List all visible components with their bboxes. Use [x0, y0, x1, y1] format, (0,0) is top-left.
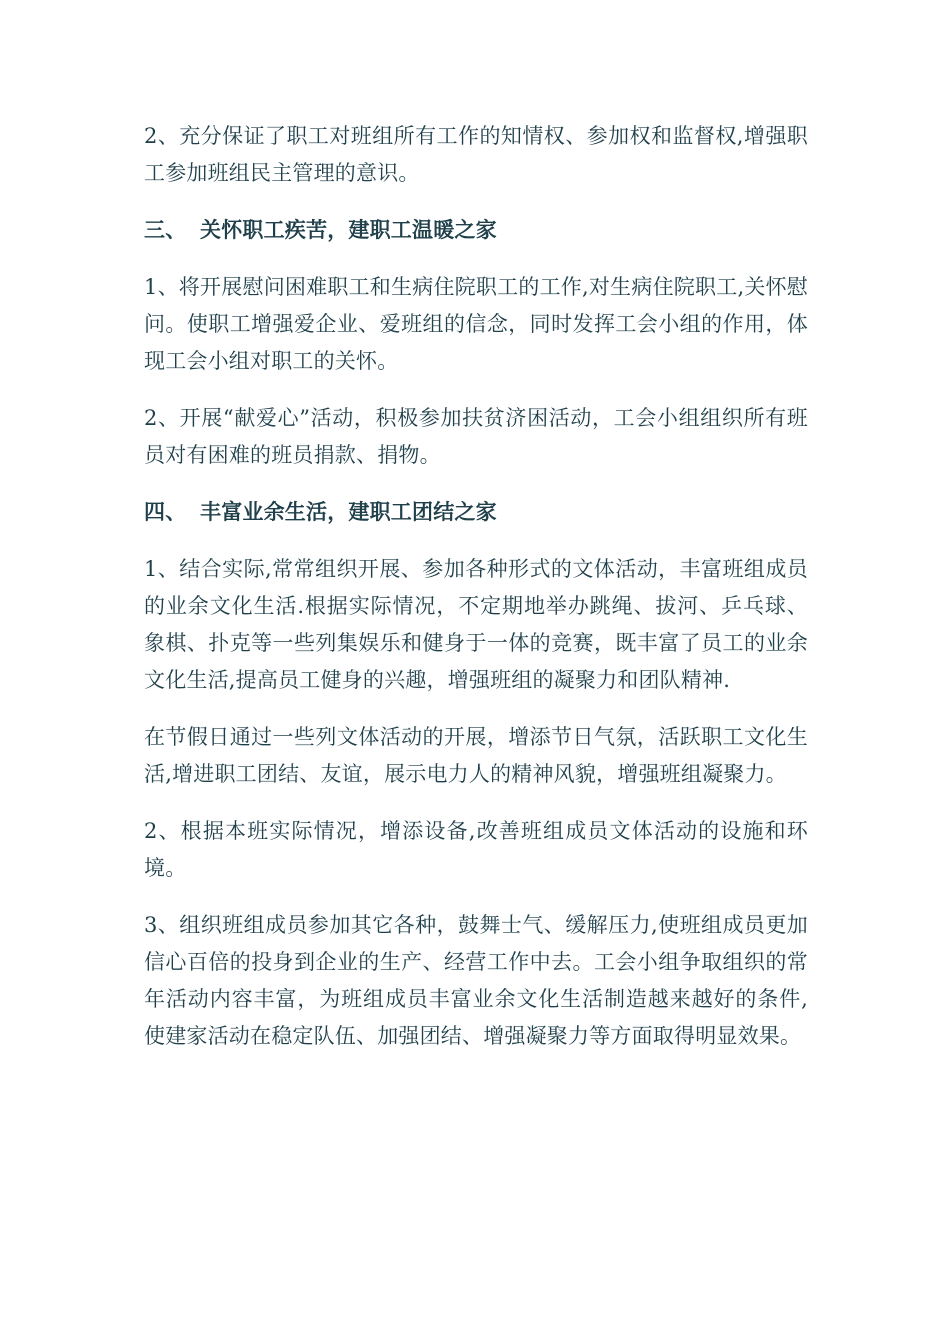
paragraph-3-morale: 3、组织班组成员参加其它各种，鼓舞士气、缓解压力,使班组成员更加信心百倍的投身到企业的生产、经营工作中去。工会小组争取组织的常年活动内容丰富，为班组成员丰富业余文化生活制造越来越好的条件,使建家活动在稳定队伍、加强团结、增强凝聚力等方面取得明显效果。 — [144, 913, 808, 1048]
paragraph-1-cultural-activities: 1、结合实际,常常组织开展、参加各种形式的文体活动，丰富班组成员的业余文化生活.根据实际情况，不定期地举办跳绳、拔河、乒乓球、象棋、扑克等一些列集娱乐和健身于一体的竞赛，既丰富了员工的业余文化生活,提高员工健身的兴趣，增强班组的凝聚力和团队精神. — [144, 557, 808, 692]
section-number: 三、 — [144, 218, 187, 242]
paragraph-2-right-to-know: 2、充分保证了职工对班组所有工作的知情权、参加权和监督权,增强职工参加班组民主管理的意识。 — [144, 124, 808, 185]
section-heading-4 — [144, 494, 808, 531]
section-title: 关怀职工疾苦，建职工温暖之家 — [200, 218, 497, 242]
paragraph-1-condolence: 1、将开展慰问困难职工和生病住院职工的工作,对生病住院职工,关怀慰问。使职工增强爱企业、爱班组的信念，同时发挥工会小组的作用，体现工会小组对职工的关怀。 — [144, 275, 808, 373]
section-title: 丰富业余生活，建职工团结之家 — [200, 500, 497, 524]
paragraph-2-equipment: 2、根据本班实际情况，增添设备,改善班组成员文体活动的设施和环境。 — [144, 819, 808, 880]
paragraph-2-charity: 2、开展“献爱心”活动，积极参加扶贫济困活动，工会小组组织所有班员对有困难的班员捐款、捐物。 — [144, 406, 808, 467]
section-heading-3 — [144, 212, 808, 249]
document-page — [144, 118, 808, 1075]
section-number: 四、 — [144, 500, 187, 524]
paragraph-holiday-activities: 在节假日通过一些列文体活动的开展，增添节日气氛，活跃职工文化生活,增进职工团结、友谊，展示电力人的精神风貌，增强班组凝聚力。 — [144, 725, 808, 786]
